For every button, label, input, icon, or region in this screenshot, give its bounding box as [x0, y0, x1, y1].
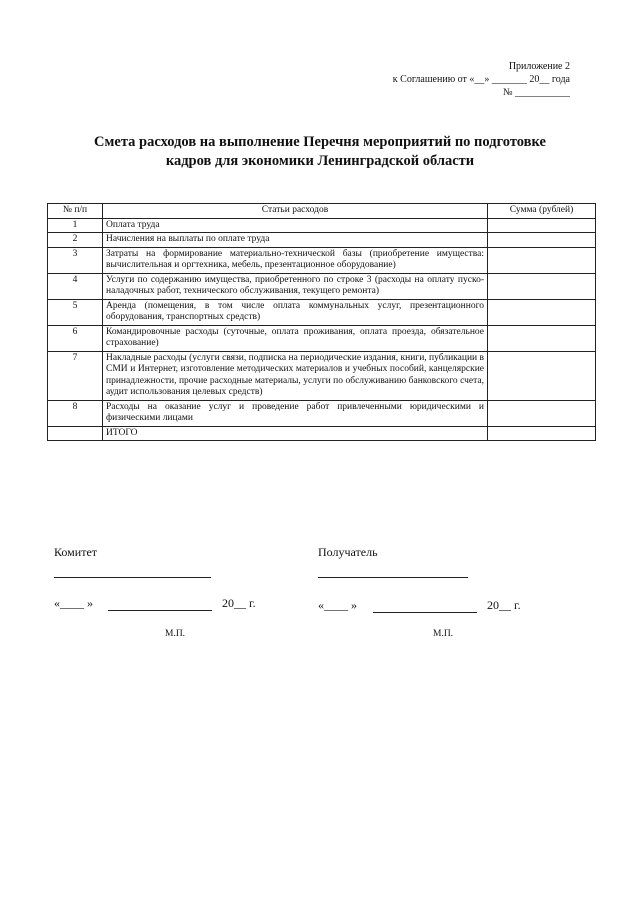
row-item: Затраты на формирование материально-технической базы (приобретение имущества: вычислительная и оргтехника, мебель, презентационное оборудование) [103, 247, 488, 273]
row-item: Расходы на оказание услуг и проведение работ привлеченными юридическими и физическими лицами [103, 400, 488, 426]
header-sum: Сумма (рублей) [488, 204, 596, 219]
row-item: Командировочные расходы (суточные, оплата проживания, оплата проезда, обязательное страхование) [103, 325, 488, 351]
row-number: 8 [48, 400, 103, 426]
row-item: Начисления на выплаты по оплате труда [103, 233, 488, 248]
row-sum [488, 400, 596, 426]
row-item: Накладные расходы (услуги связи, подписка на периодические издания, книги, публикации в СМИ и Интернет, изготовление методических материалов и учебных пособий, канцелярские принадлежности, прочие расходные материалы, услуги по обслуживанию банковского счета, аудит использования целевых средств) [103, 351, 488, 400]
document-title [40, 133, 600, 171]
date-line-recipient [373, 612, 477, 613]
row-item: Услуги по содержанию имущества, приобретенного по строке 3 (расходы на оплату пуско-наладочных работ, технического обслуживания, текущего ремонта) [103, 273, 488, 299]
date-open-recipient: «____ » [318, 598, 357, 612]
row-item: Оплата труда [103, 218, 488, 233]
row-sum [488, 273, 596, 299]
annex-header [393, 60, 570, 99]
annex-agreement-number: № ___________ [502, 87, 570, 98]
signature-party-recipient: Получатель [318, 545, 378, 559]
total-value [488, 426, 596, 441]
table-total-row [48, 426, 596, 441]
signature-party-committee: Комитет [54, 545, 98, 559]
date-year-committee: 20__ г. [222, 596, 256, 610]
annex-number: Приложение 2 [508, 61, 570, 72]
row-sum [488, 218, 596, 233]
table-header-row [48, 204, 596, 219]
seal-committee: М.П. [165, 629, 186, 639]
row-number: 7 [48, 351, 103, 400]
row-sum [488, 299, 596, 325]
row-number: 1 [48, 218, 103, 233]
title-line-1: Смета расходов на выполнение Перечня мероприятий по подготовке [94, 134, 546, 150]
row-sum [488, 233, 596, 248]
table-row [48, 351, 596, 400]
table-row [48, 218, 596, 233]
total-label: ИТОГО [103, 426, 488, 441]
expense-table [47, 203, 596, 441]
signature-line-recipient [318, 577, 468, 578]
date-open-committee: «____ » [54, 596, 93, 610]
table-row [48, 273, 596, 299]
table-row [48, 247, 596, 273]
table-row [48, 325, 596, 351]
annex-agreement-ref: к Соглашению от «__» _______ 20__ года [392, 74, 570, 85]
title-line-2: кадров для экономики Ленинградской области [165, 153, 475, 169]
seal-recipient: М.П. [433, 629, 454, 639]
row-number: 3 [48, 247, 103, 273]
table-row [48, 299, 596, 325]
row-number: 6 [48, 325, 103, 351]
header-item: Статьи расходов [103, 204, 488, 219]
table-row [48, 400, 596, 426]
row-sum [488, 247, 596, 273]
row-number: 2 [48, 233, 103, 248]
row-number: 5 [48, 299, 103, 325]
row-item: Аренда (помещения, в том числе оплата коммунальных услуг, презентационного оборудования, транспортных средств) [103, 299, 488, 325]
row-sum [488, 351, 596, 400]
header-number: № п/п [48, 204, 103, 219]
date-line-committee [108, 610, 212, 611]
signature-line-committee [54, 577, 211, 578]
date-year-recipient: 20__ г. [487, 598, 521, 612]
row-sum [488, 325, 596, 351]
row-number: 4 [48, 273, 103, 299]
table-row [48, 233, 596, 248]
